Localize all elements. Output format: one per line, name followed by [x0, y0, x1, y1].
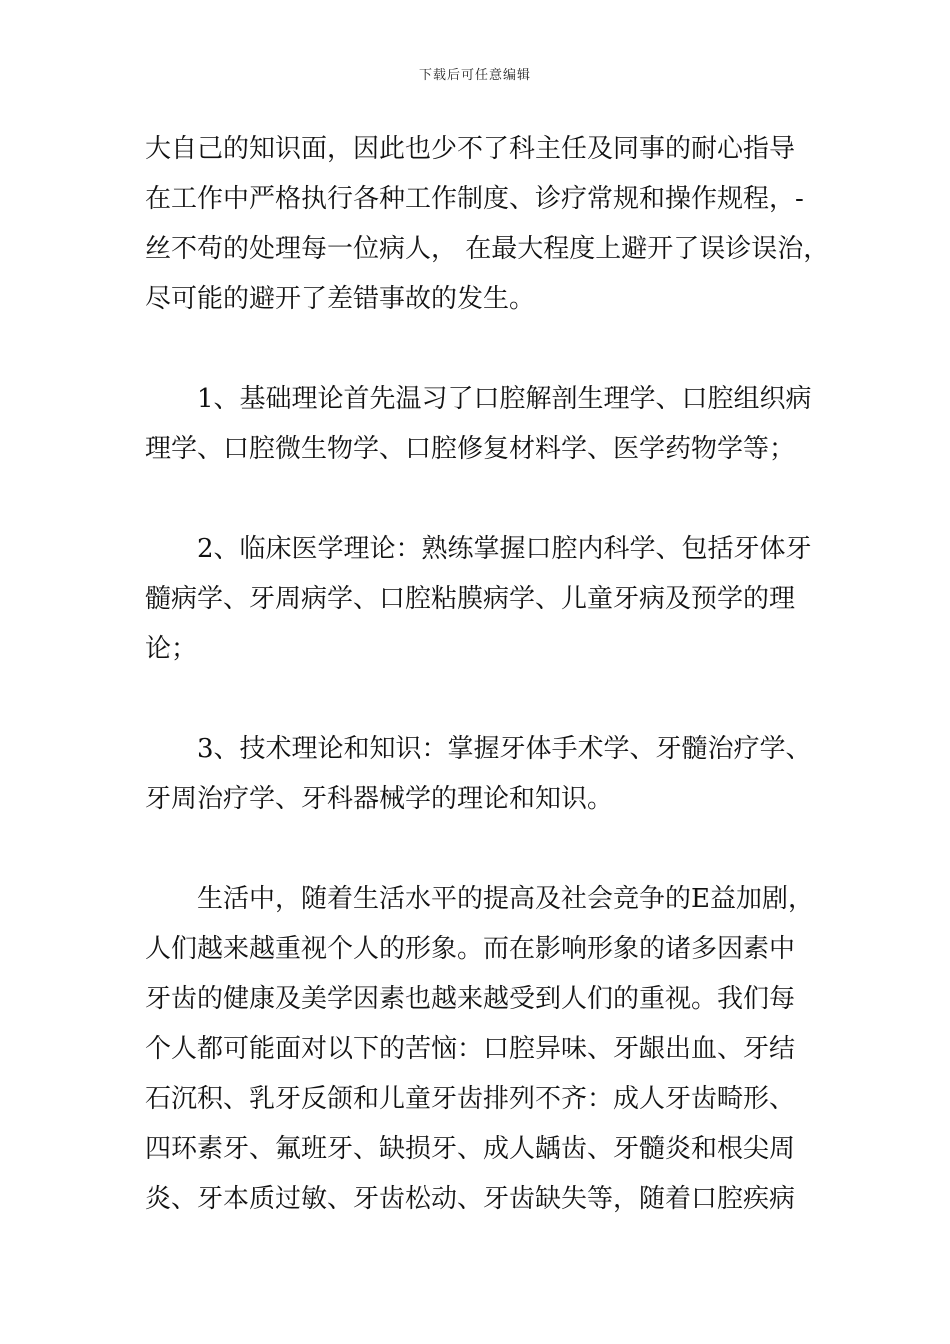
text-line: 丝不苟的处理每一位病人， 在最大程度上避开了误诊误治，	[145, 234, 830, 264]
paragraph-2	[145, 381, 835, 467]
paragraph-1	[145, 131, 835, 317]
paragraph-3	[145, 531, 835, 667]
text-line: 个人都可能面对以下的苦恼：口腔异味、牙龈出血、牙结	[145, 1034, 796, 1064]
text-line: 3、技术理论和知识：掌握牙体手术学、牙髓治疗学、	[197, 734, 812, 764]
document-body	[145, 131, 835, 1231]
paragraph-gap	[145, 331, 835, 381]
text-line: 生活中，随着生活水平的提高及社会竞争的E益加剧，	[197, 884, 814, 914]
text-line: 石沉积、乳牙反颌和儿童牙齿排列不齐：成人牙齿畸形、	[145, 1084, 796, 1114]
text-line: 炎、牙本质过敏、牙齿松动、牙齿缺失等，随着口腔疾病	[145, 1184, 796, 1214]
text-line: 2、临床医学理论：熟练掌握口腔内科学、包括牙体牙	[197, 534, 812, 564]
text-line: 牙齿的健康及美学因素也越来越受到人们的重视。我们每	[145, 984, 796, 1014]
paragraph-4	[145, 731, 835, 817]
text-line: 四环素牙、氟班牙、缺损牙、成人龋齿、牙髓炎和根尖周	[145, 1134, 796, 1164]
paragraph-gap	[145, 681, 835, 731]
text-line: 牙周治疗学、牙科器械学的理论和知识。	[145, 784, 614, 814]
text-line: 论；	[145, 634, 198, 664]
paragraph-gap	[145, 831, 835, 881]
paragraph-5	[145, 881, 835, 1217]
text-line: 在工作中严格执行各种工作制度、诊疗常规和操作规程，-	[145, 184, 804, 214]
text-line: 尽可能的避开了差错事故的发生。	[145, 284, 536, 314]
text-line: 人们越来越重视个人的形象。而在影响形象的诸多因素中	[145, 934, 796, 964]
page-header: 下载后可任意编辑	[418, 68, 531, 83]
text-line: 大自己的知识面，因此也少不了科主任及同事的耐心指导	[145, 134, 796, 164]
text-line: 髓病学、牙周病学、口腔粘膜病学、儿童牙病及预学的理	[145, 584, 796, 614]
text-line: 理学、口腔微生物学、口腔修复材料学、医学药物学等；	[145, 434, 796, 464]
paragraph-gap	[145, 481, 835, 531]
text-line: 1、基础理论首先温习了口腔解剖生理学、口腔组织病	[197, 384, 812, 414]
